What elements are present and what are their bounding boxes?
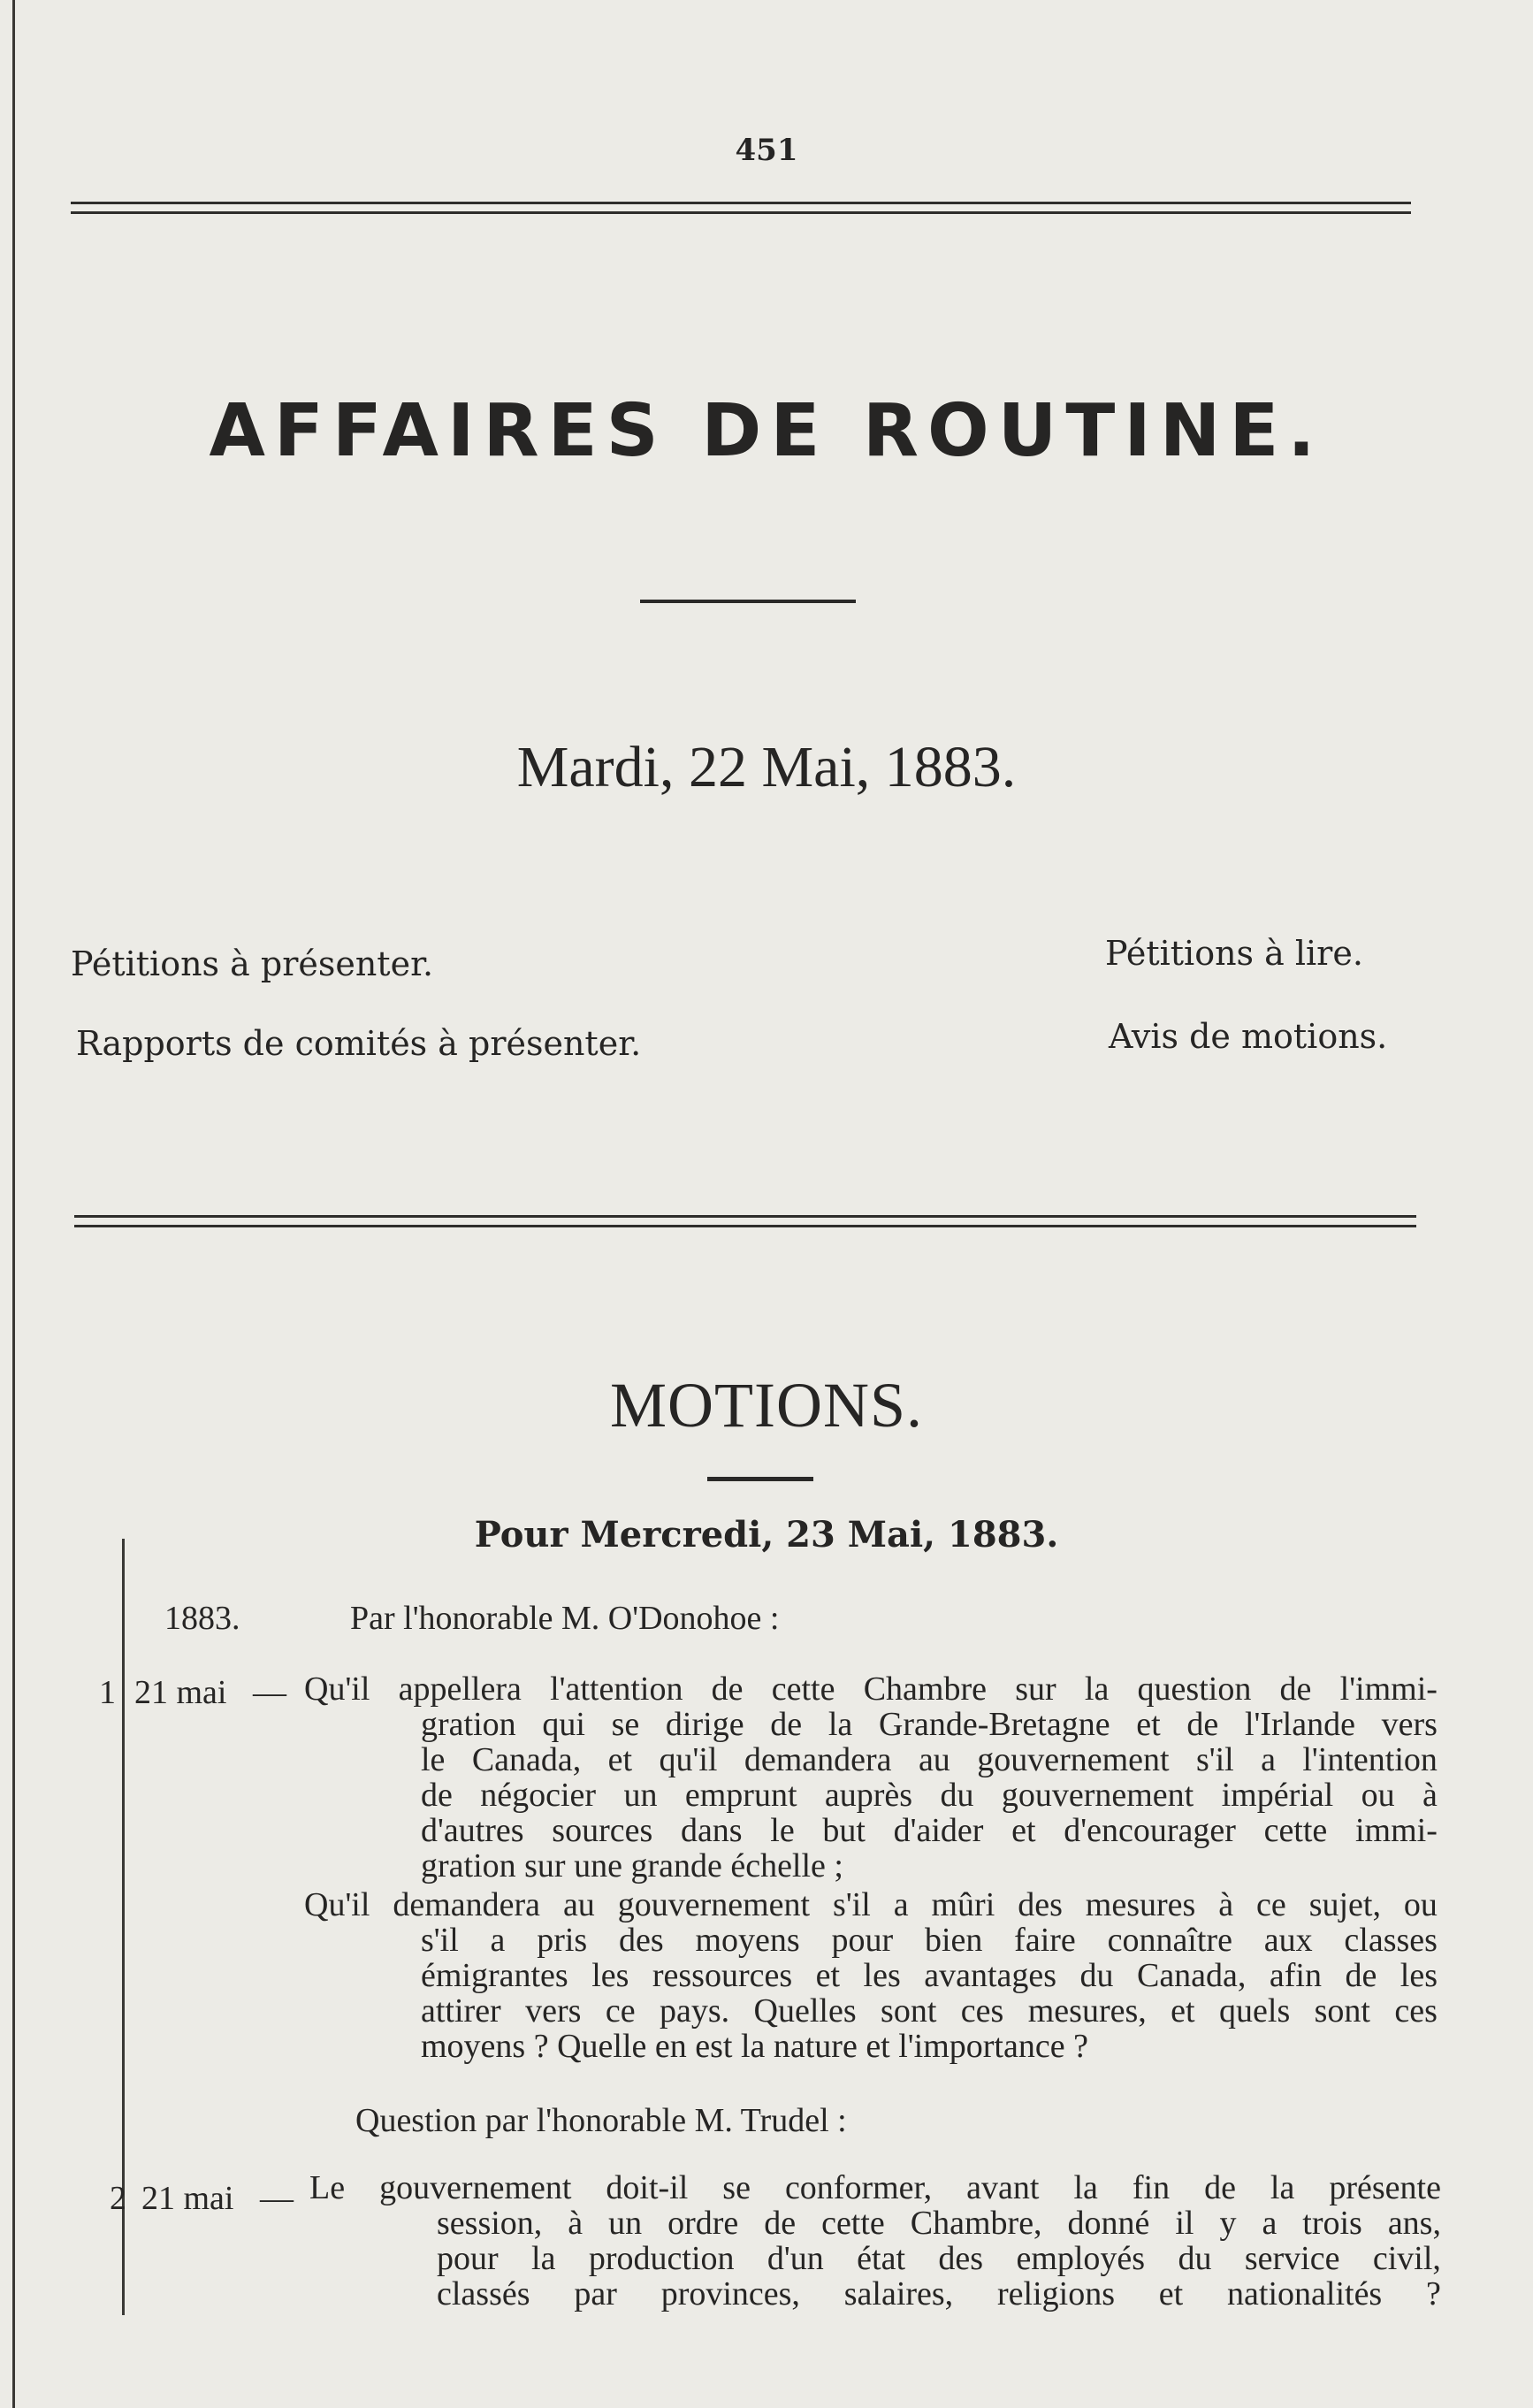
word: et [1136, 1706, 1161, 1743]
motion-text-line: gration sur une grande échelle ; [421, 1847, 843, 1884]
word: question [1137, 1670, 1252, 1708]
word: de [1345, 1957, 1377, 1994]
motion-by-line: Par l'honorable M. O'Donohoe : [350, 1600, 780, 1637]
word: doit-il [606, 2169, 689, 2206]
word: afin [1269, 1957, 1322, 1994]
word: donné [1067, 2205, 1150, 2242]
word: au [562, 1886, 595, 1923]
word: d'encourager [1064, 1812, 1236, 1849]
word: pays. [659, 1992, 730, 2030]
header-double-rule [71, 202, 1411, 214]
word: ans, [1387, 2205, 1441, 2242]
word: gouvernement [379, 2169, 572, 2206]
word: et [1158, 2275, 1184, 2312]
word: a [893, 1886, 909, 1923]
word: les [591, 1957, 629, 1994]
word: un [623, 1777, 658, 1814]
motion-text-line [421, 1740, 1438, 1779]
word: cette [821, 2205, 885, 2242]
word: conformer, [784, 2169, 933, 2206]
word: Le [309, 2169, 346, 2206]
word: la [1073, 2169, 1098, 2206]
section-double-rule [74, 1215, 1416, 1227]
word: les [863, 1957, 901, 1994]
motion-number: 1 [99, 1674, 116, 1711]
word: qu'il [659, 1741, 718, 1778]
word: demandera [744, 1741, 892, 1778]
motion-text-line [421, 1705, 1438, 1744]
motion-text-line: moyens ? Quelle en est la nature et l'importance ? [421, 2028, 1088, 2065]
word: cette [1263, 1812, 1328, 1849]
word: quels [1219, 1992, 1291, 2030]
word: à [568, 2205, 583, 2242]
motion-dash: — [260, 2180, 294, 2217]
motions-rule [707, 1477, 813, 1481]
word: ressources [652, 1957, 793, 1994]
word: ces [1394, 1992, 1438, 2030]
motion-number: 2 [110, 2180, 126, 2217]
word: l'attention [550, 1670, 683, 1708]
word: religions [997, 2275, 1115, 2312]
word: aux [1263, 1922, 1313, 1959]
motion-text-line [437, 2204, 1441, 2243]
main-title: AFFAIRES DE ROUTINE. [209, 389, 1324, 473]
word: but [822, 1812, 866, 1849]
word: Chambre, [910, 2205, 1042, 2242]
word: classés [437, 2275, 530, 2312]
word: ? [1426, 2275, 1441, 2312]
word: y [1219, 2205, 1237, 2242]
word: mesures, [1027, 1992, 1147, 2030]
word: gouvernement [617, 1886, 811, 1923]
word: état [857, 2240, 906, 2277]
motion-text-line [421, 1776, 1438, 1815]
motions-title: MOTIONS. [609, 1370, 923, 1441]
word: ces [960, 1992, 1004, 2030]
word: immi- [1354, 1812, 1438, 1849]
word: négocier [480, 1777, 597, 1814]
word: avantages [924, 1957, 1057, 1994]
word: un [608, 2205, 643, 2242]
title-rule [640, 600, 856, 603]
word: le [770, 1812, 795, 1849]
word: connaître [1107, 1922, 1232, 1959]
motion-dash: — [253, 1674, 286, 1711]
word: par [574, 2275, 617, 2312]
word: des [619, 1922, 664, 1959]
motion-text-line [437, 2274, 1441, 2313]
word: et [815, 1957, 841, 1994]
word: cette [771, 1670, 835, 1708]
word: provinces, [660, 2275, 800, 2312]
word: sont [881, 1992, 937, 2030]
word: et [607, 1741, 633, 1778]
word: Quelles [753, 1992, 857, 2030]
word: gouvernement [977, 1741, 1170, 1778]
word: Grande-Bretagne [878, 1706, 1110, 1743]
word: appellera [398, 1670, 522, 1708]
motion-date: 21 mai [141, 2180, 234, 2217]
word: l'Irlande [1244, 1706, 1355, 1743]
word: d'aider [893, 1812, 984, 1849]
motion-date: 21 mai [134, 1674, 227, 1711]
word: du [1178, 2240, 1212, 2277]
word: moyens [695, 1922, 800, 1959]
word: pour [437, 2240, 499, 2277]
word: attirer [421, 1992, 501, 2030]
word: dans [680, 1812, 743, 1849]
word: il [1175, 2205, 1194, 2242]
word: mesures [1085, 1886, 1196, 1923]
word: session, [437, 2205, 543, 2242]
word: émigrantes [421, 1957, 568, 1994]
word: sur [1015, 1670, 1056, 1708]
motion-text-line [421, 1956, 1438, 1995]
date-heading: Mardi, 22 Mai, 1883. [516, 735, 1017, 799]
word: classes [1344, 1922, 1438, 1959]
word: auprès [824, 1777, 913, 1814]
word: vers [1381, 1706, 1438, 1743]
word: employés [1016, 2240, 1146, 2277]
word: s'il [1195, 1741, 1234, 1778]
word: salaires, [843, 2275, 954, 2312]
word: vers [525, 1992, 582, 2030]
word: à [1218, 1886, 1234, 1923]
word: Qu'il [304, 1886, 370, 1923]
binding-edge [12, 0, 15, 2408]
word: du [1079, 1957, 1114, 1994]
word: de [711, 1670, 744, 1708]
word: de [1279, 1670, 1312, 1708]
word: des [1018, 1886, 1063, 1923]
word: mûri [931, 1886, 995, 1923]
motion-text-line [309, 2168, 1441, 2207]
motions-subheading: Pour Mercredi, 23 Mai, 1883. [474, 1514, 1059, 1556]
routine-item-rapports-comites: Rapports de comités à présenter. [76, 1024, 642, 1063]
motion-text-line [421, 1811, 1438, 1850]
word: sujet, [1308, 1886, 1381, 1923]
word: ce [1256, 1886, 1286, 1923]
word: le [421, 1741, 446, 1778]
word: la [1084, 1670, 1110, 1708]
word: de [421, 1777, 453, 1814]
routine-item-petitions-lire: Pétitions à lire. [1105, 934, 1363, 973]
word: des [938, 2240, 984, 2277]
word: Chambre [863, 1670, 987, 1708]
page-number: 451 [735, 133, 798, 168]
word: faire [1014, 1922, 1076, 1959]
motion-text-line [421, 1921, 1438, 1960]
word: bien [924, 1922, 983, 1959]
word: gouvernement [1001, 1777, 1194, 1814]
word: de [764, 2205, 797, 2242]
word: les [1400, 1957, 1438, 1994]
routine-item-petitions-presenter: Pétitions à présenter. [71, 944, 434, 983]
word: emprunt [684, 1777, 797, 1814]
word: se [611, 1706, 640, 1743]
word: ou [1361, 1777, 1395, 1814]
word: s'il [833, 1886, 871, 1923]
word: avant [966, 2169, 1040, 2206]
word: fin [1132, 2169, 1171, 2206]
word: de [1186, 1706, 1219, 1743]
word: à [1422, 1777, 1438, 1814]
word: la [1270, 2169, 1295, 2206]
word: la [828, 1706, 853, 1743]
word: gration [421, 1706, 516, 1743]
word: nationalités [1227, 2275, 1383, 2312]
word: ordre [667, 2205, 739, 2242]
motion-text-line [304, 1885, 1438, 1924]
word: la [531, 2240, 556, 2277]
word: d'autres [421, 1812, 524, 1849]
word: Canada, [471, 1741, 582, 1778]
motion-text-line [421, 1991, 1438, 2030]
word: sont [1314, 1992, 1370, 2030]
word: Canada, [1136, 1957, 1247, 1994]
word: de [1204, 2169, 1236, 2206]
word: Qu'il [304, 1670, 370, 1708]
word: l'intention [1302, 1741, 1438, 1778]
motion-text-line [304, 1670, 1438, 1709]
word: a [490, 1922, 506, 1959]
word: au [918, 1741, 950, 1778]
word: a [1261, 1741, 1276, 1778]
word: impérial [1221, 1777, 1334, 1814]
question-by-line: Question par l'honorable M. Trudel : [355, 2102, 847, 2139]
motion-text-line [437, 2239, 1441, 2278]
word: ce [605, 1992, 636, 2030]
word: sources [552, 1812, 653, 1849]
word: qui [542, 1706, 585, 1743]
word: ou [1403, 1886, 1438, 1923]
word: d'un [766, 2240, 824, 2277]
word: pour [831, 1922, 894, 1959]
word: se [722, 2169, 751, 2206]
word: l'immi- [1339, 1670, 1438, 1708]
word: de [770, 1706, 803, 1743]
year-label: 1883. [164, 1600, 240, 1637]
word: demandera [393, 1886, 541, 1923]
word: pris [537, 1922, 588, 1959]
word: production [588, 2240, 735, 2277]
word: service [1244, 2240, 1340, 2277]
word: civil, [1372, 2240, 1441, 2277]
word: trois [1302, 2205, 1362, 2242]
routine-item-avis-motions: Avis de motions. [1109, 1017, 1388, 1056]
word: dirige [665, 1706, 744, 1743]
word: s'il [421, 1922, 459, 1959]
word: a [1262, 2205, 1278, 2242]
word: et [1171, 1992, 1195, 2030]
word: et [1011, 1812, 1036, 1849]
word: du [940, 1777, 974, 1814]
word: présente [1329, 2169, 1441, 2206]
